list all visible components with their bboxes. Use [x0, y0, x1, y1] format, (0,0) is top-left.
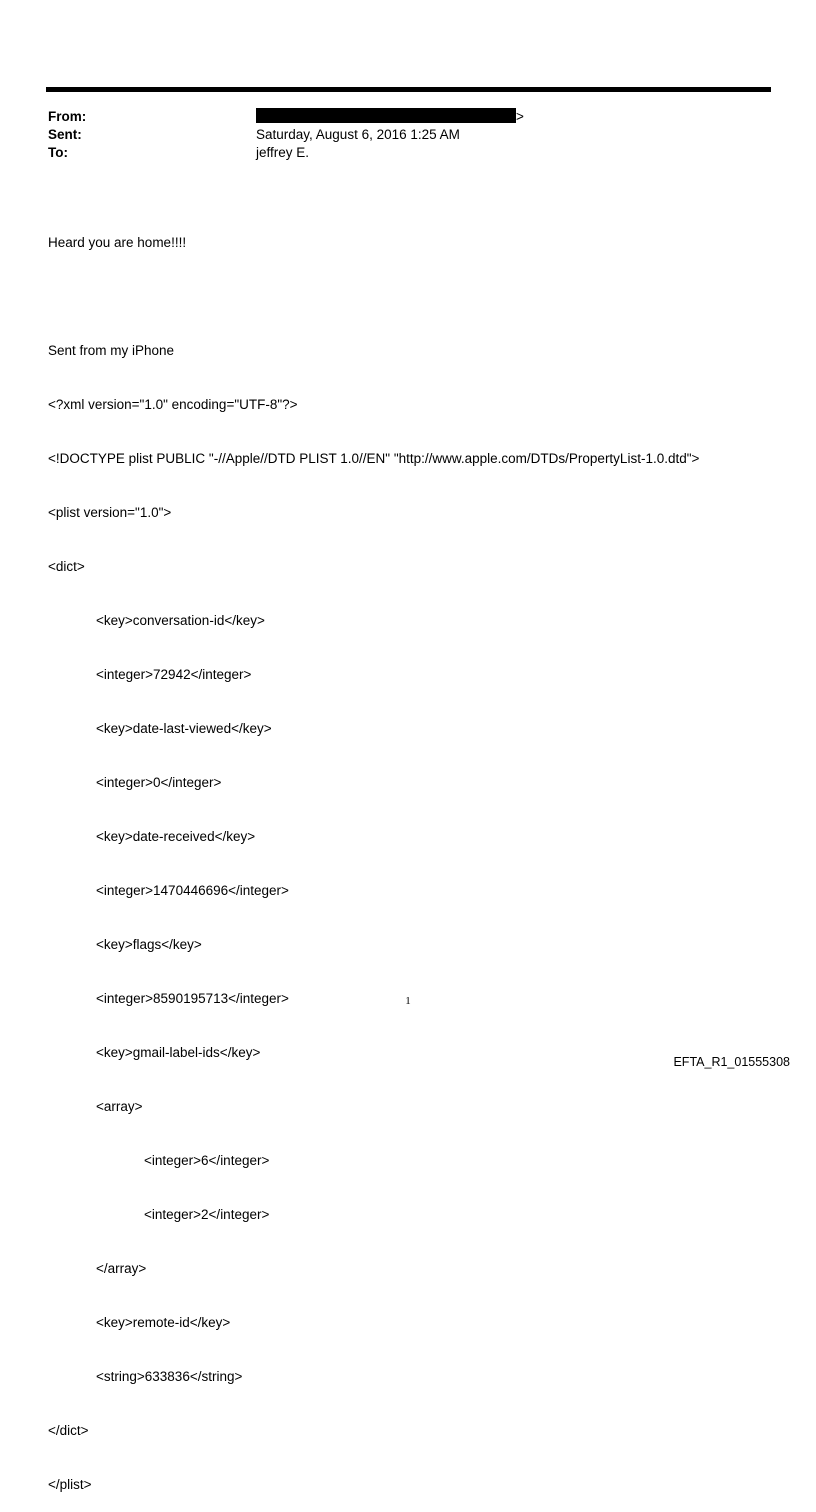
from-label: From:: [48, 109, 87, 124]
body-line: Heard you are home!!!!: [48, 235, 187, 250]
from-value: [256, 108, 524, 126]
page-number: 1: [405, 995, 411, 1007]
body-line: <plist version="1.0">: [48, 505, 172, 520]
body-line: <integer>72942</integer>: [96, 667, 252, 682]
body-line: <integer>2</integer>: [144, 1207, 270, 1222]
body-line: <dict>: [48, 559, 85, 574]
from-row: [48, 108, 768, 126]
body-line: <?xml version="1.0" encoding="UTF-8"?>: [48, 397, 298, 412]
sent-value: Saturday, August 6, 2016 1:25 AM: [256, 127, 460, 142]
sent-label: Sent:: [48, 127, 82, 142]
email-header: [48, 108, 768, 162]
to-label: To:: [48, 145, 68, 160]
body-line: <key>date-last-viewed</key>: [96, 721, 272, 736]
body-line: <integer>0</integer>: [96, 775, 222, 790]
body-line: <array>: [96, 1099, 143, 1114]
body-line: </array>: [96, 1261, 147, 1276]
body-line: <integer>1470446696</integer>: [96, 883, 289, 898]
body-line: </plist>: [48, 1477, 92, 1492]
body-line: <key>remote-id</key>: [96, 1315, 231, 1330]
body-line: </dict>: [48, 1423, 89, 1438]
body-line: [48, 288, 788, 306]
body-line: <string>633836</string>: [96, 1369, 243, 1384]
to-value: jeffrey E.: [256, 145, 310, 160]
body-line: <key>flags</key>: [96, 937, 202, 952]
to-row: [48, 144, 768, 162]
from-suffix: >: [516, 109, 524, 124]
body-line: <!DOCTYPE plist PUBLIC "-//Apple//DTD PLIST 1.0//EN" "http://www.apple.com/DTDs/PropertyList-1.0.dtd">: [48, 451, 700, 466]
redaction-block: [256, 108, 516, 123]
header-divider: [46, 87, 771, 92]
document-id: EFTA_R1_01555308: [673, 1055, 790, 1069]
sent-row: [48, 126, 768, 144]
body-line: <integer>6</integer>: [144, 1153, 270, 1168]
body-line: <key>gmail-label-ids</key>: [96, 1045, 261, 1060]
email-body: [48, 198, 788, 1512]
body-line: <integer>8590195713</integer>: [96, 991, 289, 1006]
body-line: <key>date-received</key>: [96, 829, 256, 844]
body-line: Sent from my iPhone: [48, 343, 175, 358]
body-line: <key>conversation-id</key>: [96, 613, 265, 628]
